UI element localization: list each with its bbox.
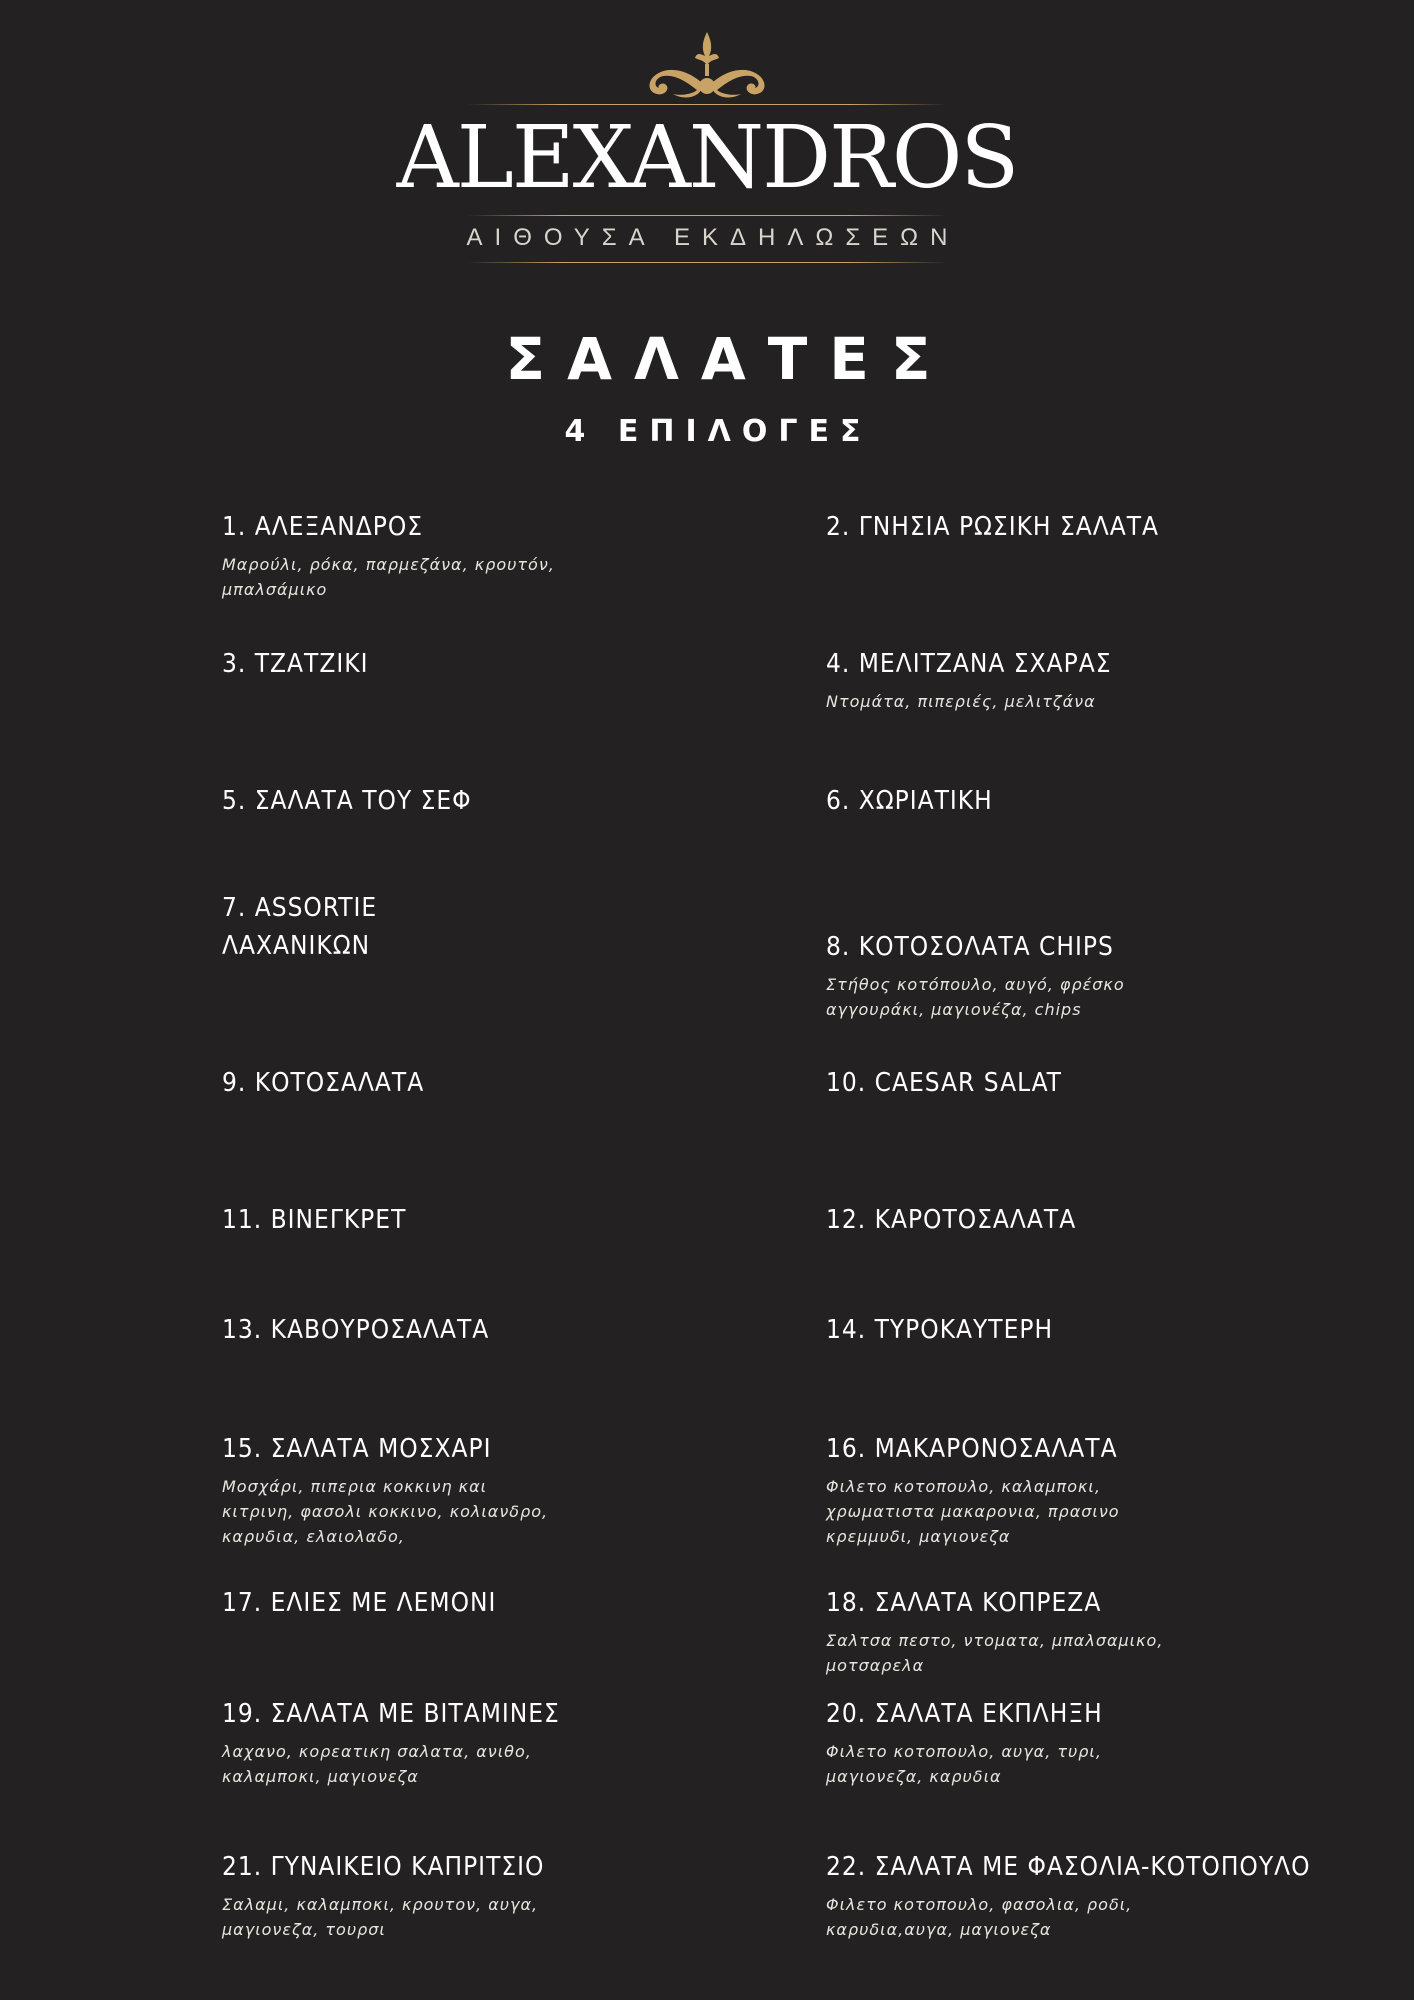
item-name: 2. ΓΝΗΣΙΑ ΡΩΣΙΚΗ ΣΑΛΑΤΑ xyxy=(826,512,1159,542)
menu-item-19 xyxy=(222,1695,742,1789)
brand-name: ALEXANDROS xyxy=(396,108,1018,208)
menu-item-3 xyxy=(222,645,742,683)
logo-bottom-rule xyxy=(467,262,947,263)
item-name: 6. ΧΩΡΙΑΤΙΚΗ xyxy=(826,786,993,816)
item-description: Φιλετο κοτοπουλο, καλαμποκι, χρωματιστα μακαρονια, πρασινο κρεμμυδι, μαγιονεζα xyxy=(826,1477,1120,1546)
item-name: 18. ΣΑΛΑΤΑ ΚΟΠΡΕΖΑ xyxy=(826,1588,1102,1618)
menu-item-4 xyxy=(826,645,1346,714)
menu-item-5 xyxy=(222,782,742,820)
item-description: Μοσχάρι, πιπερια κοκκινη και κιτρινη, φασολι κοκκινο, κολιανδρο, καρυδια, ελαιολαδο, xyxy=(222,1477,549,1546)
item-name: 16. ΜΑΚΑΡΟΝΟΣΑΛΑΤΑ xyxy=(826,1434,1118,1464)
item-description: Φιλετο κοτοπουλο, αυγα, τυρι, μαγιονεζα, καρυδια xyxy=(826,1742,1102,1786)
brand-tagline: ΑΙΘΟΥΣΑ ΕΚΔΗΛΩΣΕΩΝ xyxy=(466,224,960,251)
menu-item-12 xyxy=(826,1201,1346,1239)
item-name: 22. ΣΑΛΑΤΑ ΜΕ ΦΑΣΟΛΙΑ-ΚΟΤΟΠΟΥΛΟ xyxy=(826,1852,1311,1882)
menu-item-14 xyxy=(826,1311,1346,1349)
item-name: 3. ΤΖΑΤΖΙΚΙ xyxy=(222,649,369,679)
item-description: Σαλτσα πεστο, ντοματα, μπαλσαμικο, μοτσαρελα xyxy=(826,1631,1164,1675)
menu-item-15 xyxy=(222,1430,742,1549)
item-name: 12. ΚΑΡΟΤΟΣΑΛΑΤΑ xyxy=(826,1205,1077,1235)
item-name: 8. ΚΟΤΟΣΟΛΑΤΑ CHIPS xyxy=(826,932,1114,962)
menu-item-7 xyxy=(222,889,422,965)
item-description: Ντομάτα, πιπεριές, μελιτζάνα xyxy=(826,692,1096,711)
item-description: Μαρούλι, ρόκα, παρμεζάνα, κρουτόν, μπαλσάμικο xyxy=(222,555,555,599)
gold-ornament-icon xyxy=(617,30,797,102)
menu-item-16 xyxy=(826,1430,1346,1549)
menu-item-9 xyxy=(222,1064,742,1102)
brand-logo xyxy=(0,30,1414,263)
item-description: Φιλετο κοτοπουλο, φασολια, ροδι, καρυδια,αυγα, μαγιονεζα xyxy=(826,1895,1133,1939)
item-description: Σαλαμι, καλαμποκι, κρουτον, αυγα, μαγιονεζα, τουρσι xyxy=(222,1895,539,1939)
menu-title: ΣΑΛΑΤΕΣ xyxy=(505,325,953,393)
menu-item-22 xyxy=(826,1848,1386,1942)
item-description: Στήθος κοτόπουλο, αυγό, φρέσκο αγγουράκι, μαγιονέζα, chips xyxy=(826,975,1125,1019)
item-name: 19. ΣΑΛΑΤΑ ΜΕ ΒΙΤΑΜΙΝΕΣ xyxy=(222,1699,560,1729)
menu-item-6 xyxy=(826,782,1346,820)
menu-item-17 xyxy=(222,1584,742,1622)
item-name: 21. ΓΥΝΑΙΚΕΙΟ ΚΑΠΡΙΤΣΙΟ xyxy=(222,1852,545,1882)
menu-item-10 xyxy=(826,1064,1346,1102)
item-name: 14. ΤΥΡΟΚΑΥΤΕΡΗ xyxy=(826,1315,1054,1345)
item-name: 9. ΚΟΤΟΣΑΛΑΤΑ xyxy=(222,1068,425,1098)
menu-item-1 xyxy=(222,508,742,602)
menu-item-21 xyxy=(222,1848,742,1942)
item-name: 20. ΣΑΛΑΤΑ ΕΚΠΛΗΞΗ xyxy=(826,1699,1103,1729)
item-name: 17. ΕΛΙΕΣ ΜΕ ΛΕΜΟΝΙ xyxy=(222,1588,497,1618)
item-description: λαχανο, κορεατικη σαλατα, ανιθο, καλαμποκι, μαγιονεζα xyxy=(222,1742,532,1786)
menu-item-20 xyxy=(826,1695,1346,1789)
item-name: 10. CAESAR SALAT xyxy=(826,1068,1062,1098)
menu-item-18 xyxy=(826,1584,1346,1678)
menu-item-2 xyxy=(826,508,1346,546)
item-name: 1. ΑΛΕΞΑΝΔΡΟΣ xyxy=(222,512,424,542)
menu-item-8 xyxy=(826,928,1346,1022)
item-name: 13. ΚΑΒΟΥΡΟΣΑΛΑΤΑ xyxy=(222,1315,490,1345)
item-name: 4. ΜΕΛΙΤΖΑΝΑ ΣΧΑΡΑΣ xyxy=(826,649,1112,679)
logo-middle-rule xyxy=(467,215,947,216)
logo-top-rule xyxy=(467,104,947,105)
item-name: 11. ΒΙΝΕΓΚΡΕΤ xyxy=(222,1205,407,1235)
menu-item-13 xyxy=(222,1311,742,1349)
item-name: 5. ΣΑΛΑΤΑ ΤΟΥ ΣΕΦ xyxy=(222,786,472,816)
item-name: 15. ΣΑΛΑΤΑ ΜΟΣΧΑΡΙ xyxy=(222,1434,492,1464)
menu-item-11 xyxy=(222,1201,742,1239)
item-name: 7. ASSORTIE ΛΑΧΑΝΙΚΩΝ xyxy=(222,893,378,961)
menu-subtitle: 4 ΕΠΙΛΟΓΕΣ xyxy=(564,414,872,449)
